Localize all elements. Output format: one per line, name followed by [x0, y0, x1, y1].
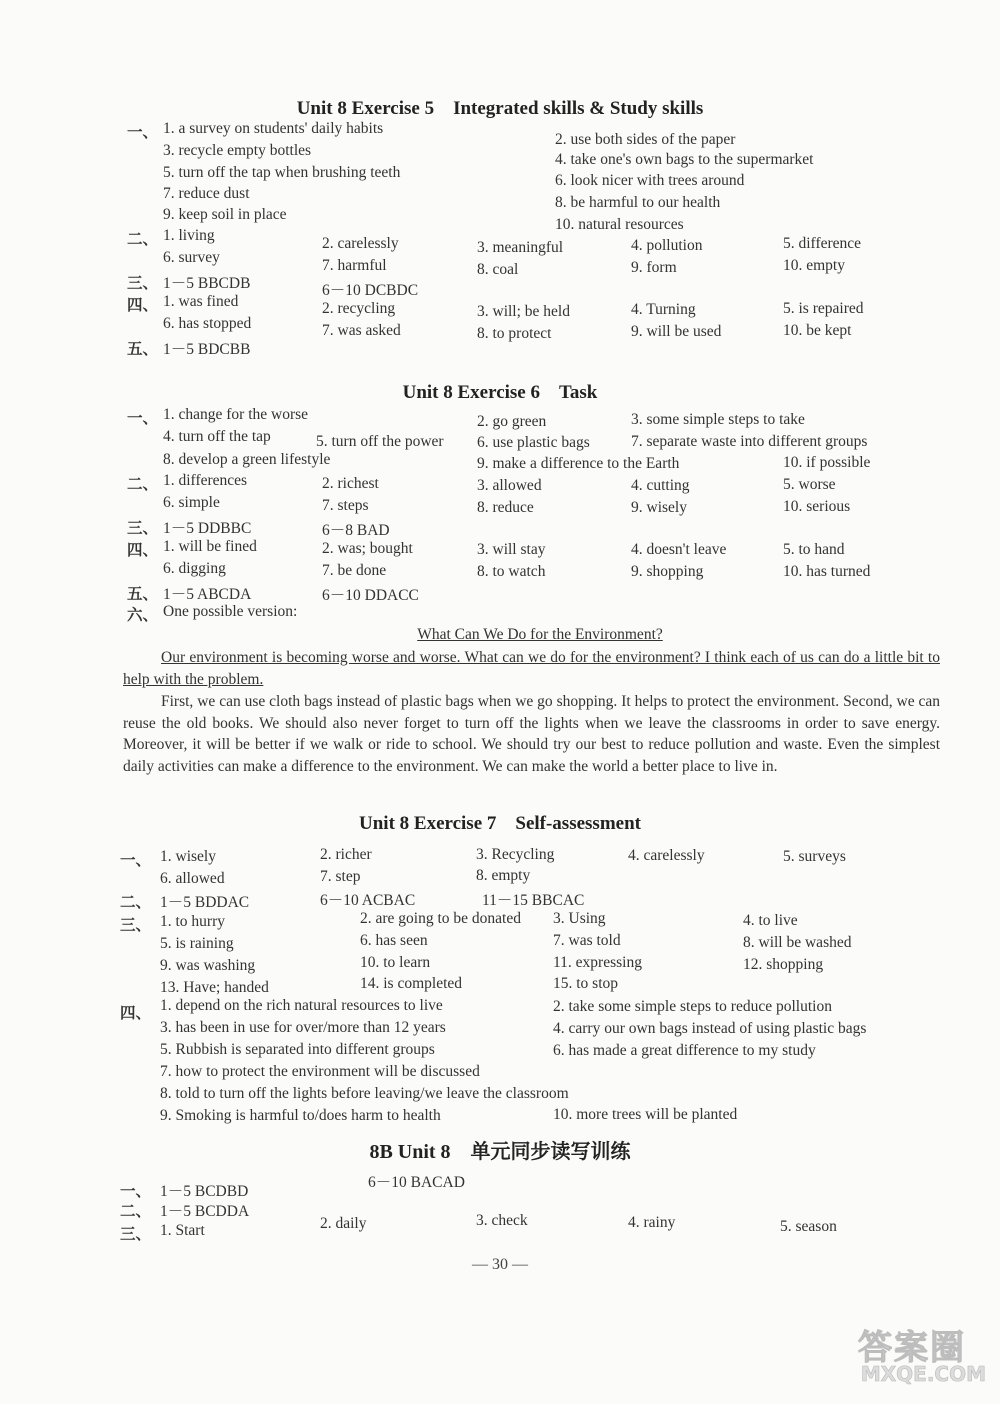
answer-item: 2. richer — [320, 846, 372, 863]
answer-item: 6. allowed — [160, 870, 225, 887]
answer-item: 7. be done — [322, 562, 387, 579]
answer-item: 3. some simple steps to take — [631, 411, 805, 428]
answer-item: 9. will be used — [631, 323, 722, 340]
answer-item: 1－5 BCDBD — [160, 1183, 249, 1200]
answer-item: 9. Smoking is harmful to/does harm to health — [160, 1107, 441, 1124]
answer-item: 7. steps — [322, 497, 369, 514]
part-marker: 四、 — [127, 542, 159, 559]
answer-item: 7. step — [320, 868, 361, 885]
answer-item: 9. shopping — [631, 563, 704, 580]
part-marker: 五、 — [127, 341, 159, 358]
answer-item: 5. turn off the tap when brushing teeth — [163, 164, 401, 181]
answer-item: 14. is completed — [360, 975, 463, 992]
answer-item: 15. to stop — [553, 975, 619, 992]
answer-item: 2. carelessly — [322, 235, 399, 252]
answer-item: 9. make a difference to the Earth — [477, 455, 680, 472]
answer-item: 8. be harmful to our health — [555, 194, 721, 211]
answer-item: 6. has stopped — [163, 315, 252, 332]
answer-item: 4. cutting — [631, 477, 690, 494]
answer-item: 6－10 DCBDC — [322, 282, 419, 299]
answer-item: 1. was fined — [163, 293, 239, 310]
answer-item: 9. keep soil in place — [163, 206, 287, 223]
answer-item: 1. a survey on students' daily habits — [163, 120, 384, 137]
answer-item: 1－5 BDDAC — [160, 894, 250, 911]
answer-item: 3. allowed — [477, 477, 542, 494]
answer-item: 4. Turning — [631, 301, 696, 318]
answer-item: 1. differences — [163, 472, 248, 489]
answer-item: 6－10 DDACC — [322, 587, 419, 604]
part-marker: 三、 — [120, 917, 152, 934]
answer-item: 6－10 ACBAC — [320, 892, 416, 909]
answer-item: 9. was washing — [160, 957, 256, 974]
watermark-logo: 答案圈 — [858, 1328, 966, 1368]
answer-item: 1. wisely — [160, 848, 216, 865]
answer-item: 8. coal — [477, 261, 519, 278]
part-marker: 三、 — [120, 1226, 152, 1243]
part-marker: 六、 — [127, 607, 159, 624]
answer-item: 8. develop a green lifestyle — [163, 451, 331, 468]
answer-item: 12. shopping — [743, 956, 824, 973]
part-marker: 三、 — [127, 520, 159, 537]
answer-item: 7. reduce dust — [163, 185, 250, 202]
answer-item: 5. to hand — [783, 541, 845, 558]
answer-item: 5. is raining — [160, 935, 234, 952]
answer-item: 4. doesn't leave — [631, 541, 727, 558]
answer-item: 2. go green — [477, 413, 547, 430]
answer-item: 6. has made a great difference to my study — [553, 1042, 816, 1059]
answer-item: 1－5 BCDDA — [160, 1203, 250, 1220]
section-title-exercise-5: Unit 8 Exercise 5 Integrated skills & Study skills — [296, 98, 704, 119]
part-marker: 一、 — [120, 852, 152, 869]
part-marker: 三、 — [127, 275, 159, 292]
answer-item: 2. take some simple steps to reduce pollution — [553, 998, 832, 1015]
answer-item: 6. look nicer with trees around — [555, 172, 745, 189]
answer-item: 4. turn off the tap — [163, 428, 271, 445]
part-marker: 二、 — [127, 476, 159, 493]
answer-item: 6. use plastic bags — [477, 434, 590, 451]
watermark — [796, 1320, 986, 1390]
answer-item: 7. was asked — [322, 322, 401, 339]
answer-item: 2. recycling — [322, 300, 396, 317]
answer-item: 1－5 BBCDB — [163, 275, 251, 292]
answer-item: 9. form — [631, 259, 677, 276]
answer-item: 3. has been in use for over/more than 12 years — [160, 1019, 446, 1036]
answer-item: 2. daily — [320, 1215, 367, 1232]
section-title-exercise-6: Unit 8 Exercise 6 Task — [402, 382, 598, 403]
answer-item: 8. to watch — [477, 563, 546, 580]
answer-item: 10. has turned — [783, 563, 871, 580]
answer-item: 11－15 BBCAC — [482, 892, 585, 909]
answer-item: 4. carelessly — [628, 847, 705, 864]
essay-title: What Can We Do for the Environment? — [417, 626, 663, 643]
answer-item: 3. will; be held — [477, 303, 570, 320]
part-marker: 一、 — [127, 410, 159, 427]
answer-item: 7. separate waste into different groups — [631, 433, 868, 450]
part-marker: 一、 — [127, 124, 159, 141]
essay-intro: One possible version: — [163, 603, 298, 620]
answer-item: 5. is repaired — [783, 300, 864, 317]
answer-item: 4. carry our own bags instead of using plastic bags — [553, 1020, 867, 1037]
part-marker: 一、 — [120, 1183, 152, 1200]
answer-item: 1. change for the worse — [163, 406, 309, 423]
part-marker: 二、 — [120, 894, 152, 911]
answer-item: 8. reduce — [477, 499, 534, 516]
answer-item: 10. empty — [783, 257, 845, 274]
answer-item: 1－5 DDBBC — [163, 520, 252, 537]
answer-item: 11. expressing — [553, 954, 642, 971]
answer-item: 10. be kept — [783, 322, 852, 339]
answer-item: 8. will be washed — [743, 934, 852, 951]
answer-item: 8. to protect — [477, 325, 552, 342]
answer-item: 3. will stay — [477, 541, 546, 558]
answer-item: 7. harmful — [322, 257, 387, 274]
answer-item: 10. serious — [783, 498, 851, 515]
answer-item: 3. Recycling — [476, 846, 555, 863]
page-number: — 30 — — [472, 1256, 528, 1273]
answer-item: 6. digging — [163, 560, 226, 577]
answer-item: 6. has seen — [360, 932, 428, 949]
answer-item: 2. was; bought — [322, 540, 413, 557]
answer-item: 5. season — [780, 1218, 837, 1235]
section-title-exercise-7: Unit 8 Exercise 7 Self-assessment — [359, 813, 641, 834]
answer-item: 13. Have; handed — [160, 979, 269, 996]
answer-item: 1. depend on the rich natural resources to live — [160, 997, 443, 1014]
answer-item: 2. richest — [322, 475, 379, 492]
answer-item: 4. take one's own bags to the supermarket — [555, 151, 814, 168]
answer-item: 1. to hurry — [160, 913, 226, 930]
answer-item: 3. meaningful — [477, 239, 564, 256]
part-marker: 四、 — [120, 1005, 152, 1022]
answer-item: 5. worse — [783, 476, 836, 493]
answer-item: 10. to learn — [360, 954, 431, 971]
answer-item: 5. Rubbish is separated into different groups — [160, 1041, 435, 1058]
answer-item: 1. Start — [160, 1222, 205, 1239]
answer-item: 5. turn off the power — [316, 433, 444, 450]
answer-item: 8. told to turn off the lights before leaving/we leave the classroom — [160, 1085, 569, 1102]
answer-item: 3. check — [476, 1212, 528, 1229]
answer-item: 2. are going to be donated — [360, 910, 521, 927]
answer-item: 3. Using — [553, 910, 606, 927]
answer-item: 8. empty — [476, 867, 531, 884]
answer-item: 3. recycle empty bottles — [163, 142, 312, 159]
essay-paragraph-2: First, we can use cloth bags instead of plastic bags when we go shopping. It helps to protect the environment. Second, we can reuse the old books. We should also never forget to turn off the lights when we leave the classrooms in order to save energy. Moreover, it will be better if we walk or ride to school. We should try our best to reduce pollution and waste. Even the simplest daily activities can make a difference to the environment. We can make the world a better place to live in. — [123, 693, 940, 775]
section-title-unit-8-reading-writing: 8B Unit 8 单元同步读写训练 — [369, 1141, 631, 1163]
answer-item: 1. will be fined — [163, 538, 257, 555]
answer-item: 2. use both sides of the paper — [555, 131, 736, 148]
answer-item: 1. living — [163, 227, 215, 244]
answer-item: 5. surveys — [783, 848, 846, 865]
answer-item: 6－10 BACAD — [368, 1174, 465, 1191]
answer-item: 10. more trees will be planted — [553, 1106, 738, 1123]
part-marker: 二、 — [120, 1203, 152, 1220]
part-marker: 四、 — [127, 297, 159, 314]
answer-item: 4. pollution — [631, 237, 703, 254]
answer-item: 7. was told — [553, 932, 621, 949]
answer-item: 10. natural resources — [555, 216, 684, 233]
essay-paragraph-1: Our environment is becoming worse and worse. What can we do for the environment? I think each of us can do a little bit to help with the problem. — [123, 649, 940, 688]
part-marker: 二、 — [127, 231, 159, 248]
answer-item: 4. rainy — [628, 1214, 676, 1231]
answer-item: 7. how to protect the environment will be discussed — [160, 1063, 480, 1080]
answer-item: 6. survey — [163, 249, 220, 266]
part-marker: 五、 — [127, 586, 159, 603]
answer-item: 1－5 ABCDA — [163, 586, 252, 603]
answer-item: 5. difference — [783, 235, 862, 252]
watermark-url: MXQE.COM — [860, 1362, 986, 1386]
answer-item: 10. if possible — [783, 454, 871, 471]
answer-item: 6. simple — [163, 494, 220, 511]
answer-item: 4. to live — [743, 912, 798, 929]
answer-item: 1－5 BDCBB — [163, 341, 251, 358]
answer-item: 6－8 BAD — [322, 522, 390, 539]
answer-item: 9. wisely — [631, 499, 687, 516]
